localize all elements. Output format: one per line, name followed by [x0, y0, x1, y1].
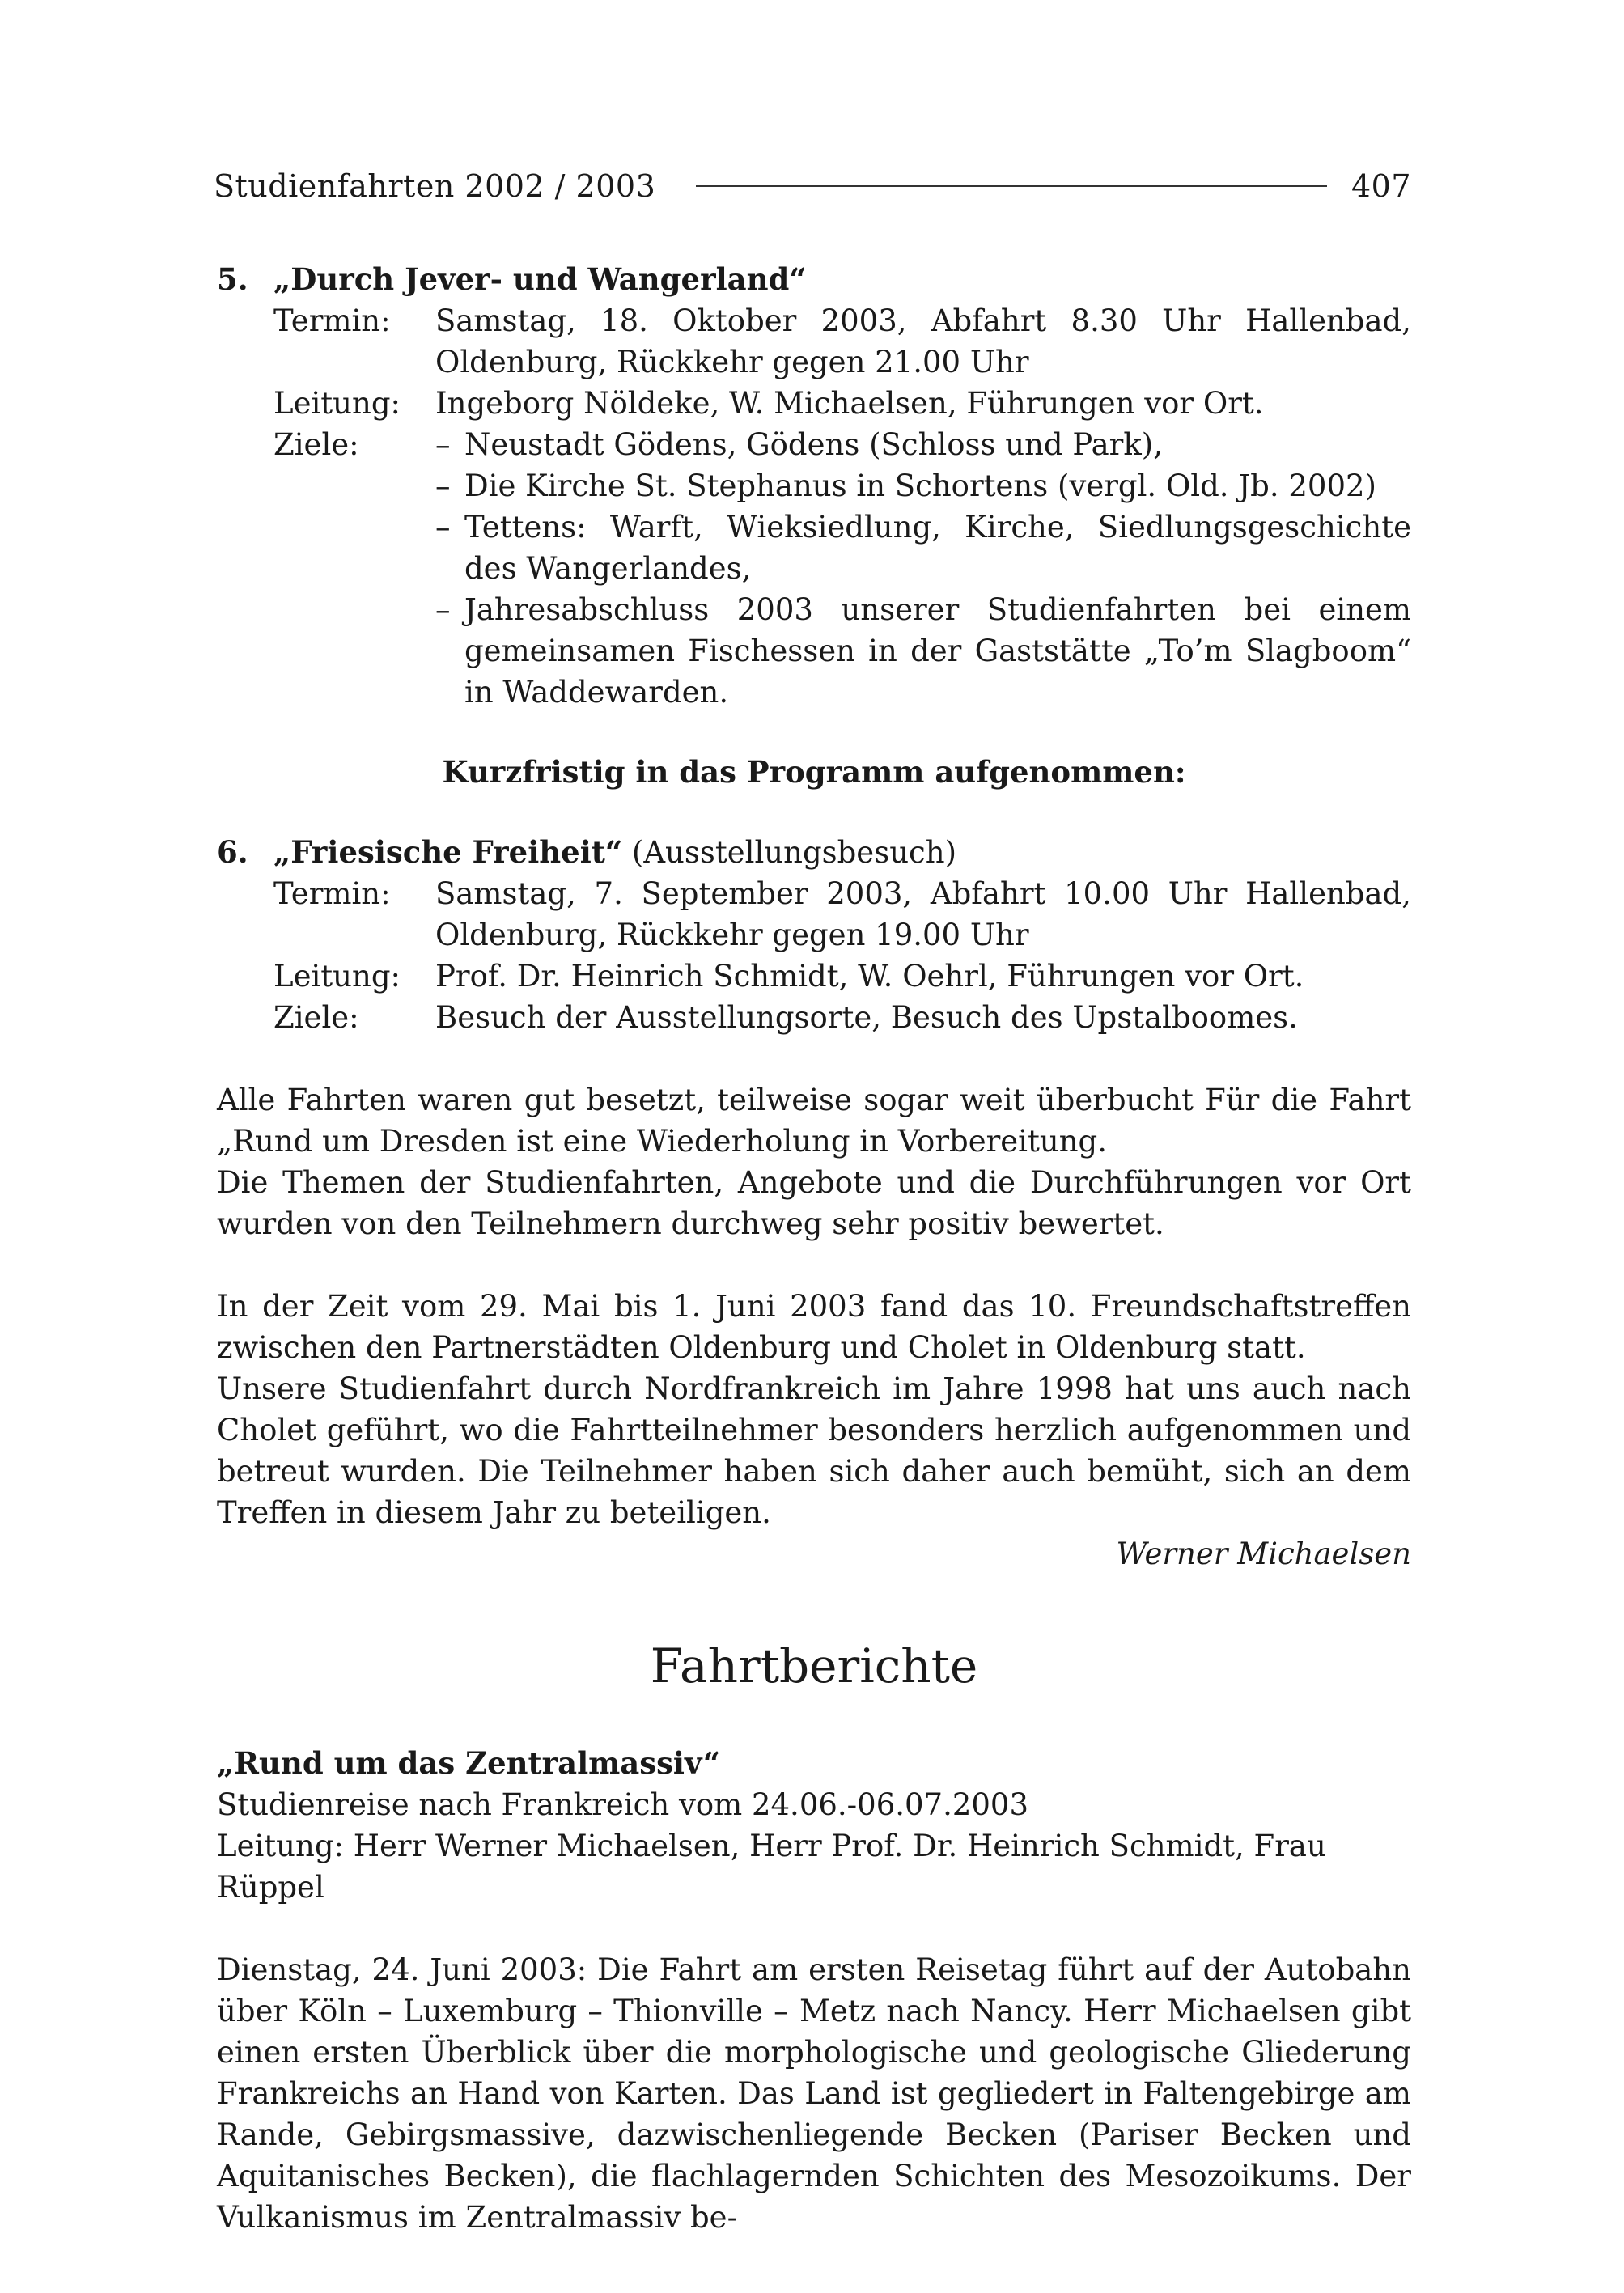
paragraph: Die Themen der Studienfahrten, Angebote und die Durchführungen vor Ort wurden von den Teilnehmern durchweg sehr positiv bewertet.	[217, 1165, 1411, 1241]
leitung-value: Ingeborg Nöldeke, W. Michaelsen, Führungen vor Ort.	[435, 386, 1264, 421]
trip-item-6	[217, 832, 1411, 1038]
leitung-value: Prof. Dr. Heinrich Schmidt, W. Oehrl, Führungen vor Ort.	[435, 959, 1304, 994]
trip-report	[217, 1743, 1411, 2238]
report-subtitle: Studienreise nach Frankreich vom 24.06.-06.07.2003	[217, 1787, 1029, 1822]
termin-label: Termin:	[273, 876, 391, 911]
goal-item: – Die Kirche St. Stephanus in Schortens (vergl. Old. Jb. 2002)	[435, 468, 1376, 503]
ziele-label: Ziele:	[273, 1000, 359, 1035]
item-title-suffix: (Ausstellungsbesuch)	[622, 835, 957, 870]
page-content	[217, 259, 1411, 2238]
report-leitung: Leitung: Herr Werner Michaelsen, Herr Prof. Dr. Heinrich Schmidt, Frau Rüppel	[217, 1829, 1326, 1905]
leitung-label: Leitung:	[273, 386, 401, 421]
ziele-list	[435, 424, 1411, 713]
termin-row	[217, 873, 1411, 956]
termin-label: Termin:	[273, 303, 391, 338]
termin-row	[217, 300, 1411, 383]
trip-item-heading	[217, 832, 1411, 873]
goal-item: – Tettens: Warft, Wieksiedlung, Kirche, Siedlungsgeschichte des Wangerlandes,	[435, 510, 1411, 586]
leitung-row	[217, 383, 1411, 424]
ziele-row	[217, 424, 1411, 713]
item-number: 5.	[217, 261, 248, 297]
ziele-label: Ziele:	[273, 427, 359, 462]
section-title: Fahrtberichte	[650, 1638, 978, 1693]
termin-value: Samstag, 18. Oktober 2003, Abfahrt 8.30 Uhr Hallenbad, Oldenburg, Rückkehr gegen 21.00 Uhr	[435, 303, 1411, 379]
item-title: „Durch Jever- und Wangerland“	[273, 261, 807, 297]
page-number: 407	[1351, 168, 1411, 204]
paragraph: In der Zeit vom 29. Mai bis 1. Juni 2003 fand das 10. Freundschaftstreffen zwischen den Partnerstädten Oldenburg und Cholet in Oldenburg statt.	[217, 1289, 1411, 1365]
item-title: „Friesische Freiheit“	[273, 834, 623, 870]
termin-value: Samstag, 7. September 2003, Abfahrt 10.00 Uhr Hallenbad, Oldenburg, Rückkehr gegen 19.00 Uhr	[435, 876, 1411, 952]
ziele-row	[217, 997, 1411, 1038]
ziele-value: Besuch der Ausstellungsorte, Besuch des Upstalboomes.	[435, 1000, 1298, 1035]
running-header	[214, 162, 1411, 210]
item-number: 6.	[217, 834, 248, 870]
trip-item-5	[217, 259, 1411, 713]
leitung-row	[217, 956, 1411, 997]
report-body: Dienstag, 24. Juni 2003: Die Fahrt am ersten Reisetag führt auf der Autobahn über Köln – Luxemburg – Thionville – Metz nach Nancy. Herr Michaelsen gibt einen ersten Überblick über die morphologische und geologische Gliederung Frankreichs an Hand von Karten. Das Land ist gegliedert in Faltengebirge am Rande, Gebirgsmassive, dazwischenliegende Becken (Pariser Becken und Aquitanisches Becken), die flachlagernden Schichten des Mesozoikums. Der Vulkanismus im Zentralmassiv be-	[217, 1952, 1411, 2235]
section-subheading: Kurzfristig in das Programm aufgenommen:	[442, 754, 1186, 790]
author-signature: Werner Michaelsen	[1116, 1536, 1411, 1571]
header-rule	[696, 185, 1327, 187]
header-title: Studienfahrten 2002 / 2003	[214, 168, 656, 204]
goal-item: – Neustadt Gödens, Gödens (Schloss und Park),	[435, 427, 1163, 462]
paragraph: Alle Fahrten waren gut besetzt, teilweise sogar weit überbucht Für die Fahrt „Rund um Dresden ist eine Wiederholung in Vorbereitung.	[217, 1083, 1411, 1159]
trip-item-heading	[217, 259, 1411, 300]
report-title: „Rund um das Zentralmassiv“	[217, 1745, 721, 1781]
leitung-label: Leitung:	[273, 959, 401, 994]
paragraph: Unsere Studienfahrt durch Nordfrankreich im Jahre 1998 hat uns auch nach Cholet geführt, wo die Fahrtteilnehmer besonders herzlich aufgenommen und betreut wurden. Die Teilnehmer haben sich daher auch bemüht, sich an dem Treffen in diesem Jahr zu beteiligen.	[217, 1371, 1411, 1530]
goal-item: – Jahresabschluss 2003 unserer Studienfahrten bei einem gemeinsamen Fischessen in der Gaststätte „To’m Slagboom“ in Waddewarden.	[435, 592, 1411, 710]
